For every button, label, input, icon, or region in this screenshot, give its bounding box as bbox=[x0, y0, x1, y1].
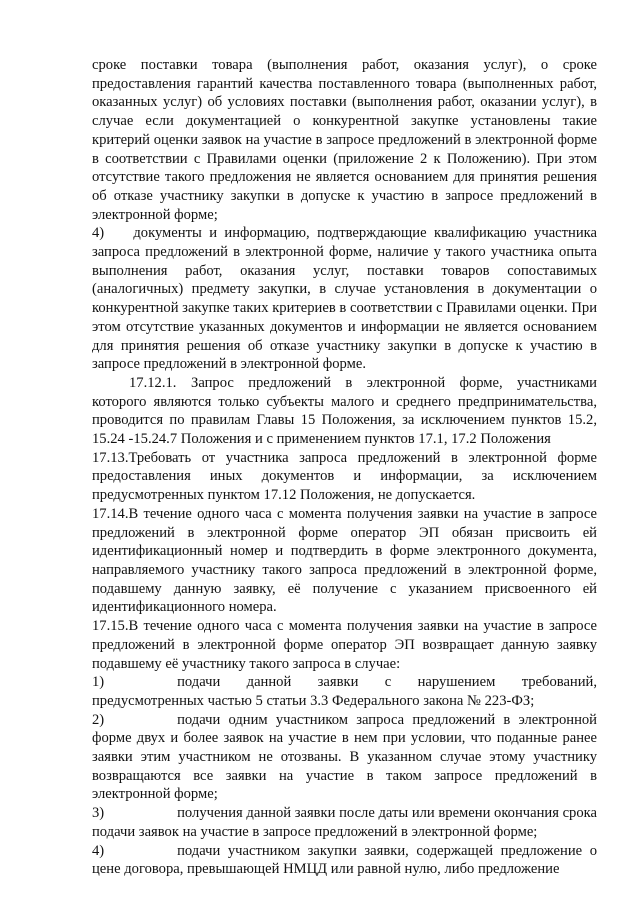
list-item-3: 3) получения данной заявки после даты или времени окончания срока подачи заявок на участие в запросе предложений в электронной форме; bbox=[92, 805, 597, 840]
list-item-1: 1) подачи данной заявки с нарушением требований, предусмотренных частью 5 статьи 3.3 Федерального закона № 223-ФЗ; bbox=[92, 674, 597, 709]
paragraph-17-15: 17.15.В течение одного часа с момента получения заявки на участие в запросе предложений в электронной форме оператор ЭП возвращает данную заявку подавшему её участнику такого запроса в случае: bbox=[92, 618, 597, 672]
paragraph-item-4-documents: 4) документы и информацию, подтверждающие квалификацию участника запроса предложений в электронной форме, наличие у такого участника опыта выполнения работ, оказания услуг, поставки товаров сопоставимых (аналогичных) предмету закупки, в случае установления в документации о конкурентной закупке таких критериев в соответствии с Правилами оценки. При этом отсутствие указанных документов и информации не является основанием для принятия решения об отказе участнику закупки в допуске к участию в запросе предложений в электронной форме. bbox=[92, 225, 597, 373]
paragraph-continuation: сроке поставки товара (выполнения работ, оказания услуг), о сроке предоставления гарантий качества поставленного товара (выполненных работ, оказанных услуг) об условиях поставки (выполнения работ, оказании услуг), в случае если документацией о конкурентной закупке установлены такие критерий оценки заявок на участие в запросе предложений в электронной форме в соответствии с Правилами оценки (приложение 2 к Положению). При этом отсутствие такого предложения не является основанием для принятия решения об отказе участнику закупки в допуске к участию в запросе предложений в электронной форме; bbox=[92, 57, 597, 223]
paragraph-17-13: 17.13.Требовать от участника запроса предложений в электронной форме предоставления иных документов и информации, за исключением предусмотренных пунктом 17.12 Положения, не допускается. bbox=[92, 449, 597, 504]
paragraph-17-12-1: 17.12.1. Запрос предложений в электронной форме, участниками которого являются только субъекты малого и среднего предпринимательства, проводится по правилам Главы 15 Положения, за исключением пунктов 15.2, 15.24 -15.24.7 Положения и с применением пунктов 17.1, 17.2 Положения bbox=[92, 374, 597, 448]
list-item-2: 2) подачи одним участником запроса предложений в электронной форме двух и более заявок на участие в нем при условии, что поданные ранее заявки этим участником не отозваны. В указанном случае этому участнику возвращаются все заявки на участие в таком запросе предложений в электронной форме; bbox=[92, 711, 597, 803]
paragraph-17-14: 17.14.В течение одного часа с момента получения заявки на участие в запросе предложений в электронной форме оператор ЭП обязан присвоить ей идентификационный номер и подтвердить в форме электронного документа, направляемого участнику такого запроса предложений в электронной форме, подавшему данную заявку, её получение с указанием присвоенного ей идентификационного номера. bbox=[92, 505, 597, 616]
list-item-4: 4) подачи участником закупки заявки, содержащей предложение о цене договора, превышающей НМЦД или равной нулю, либо предложение bbox=[92, 842, 597, 878]
document-page bbox=[92, 56, 597, 879]
